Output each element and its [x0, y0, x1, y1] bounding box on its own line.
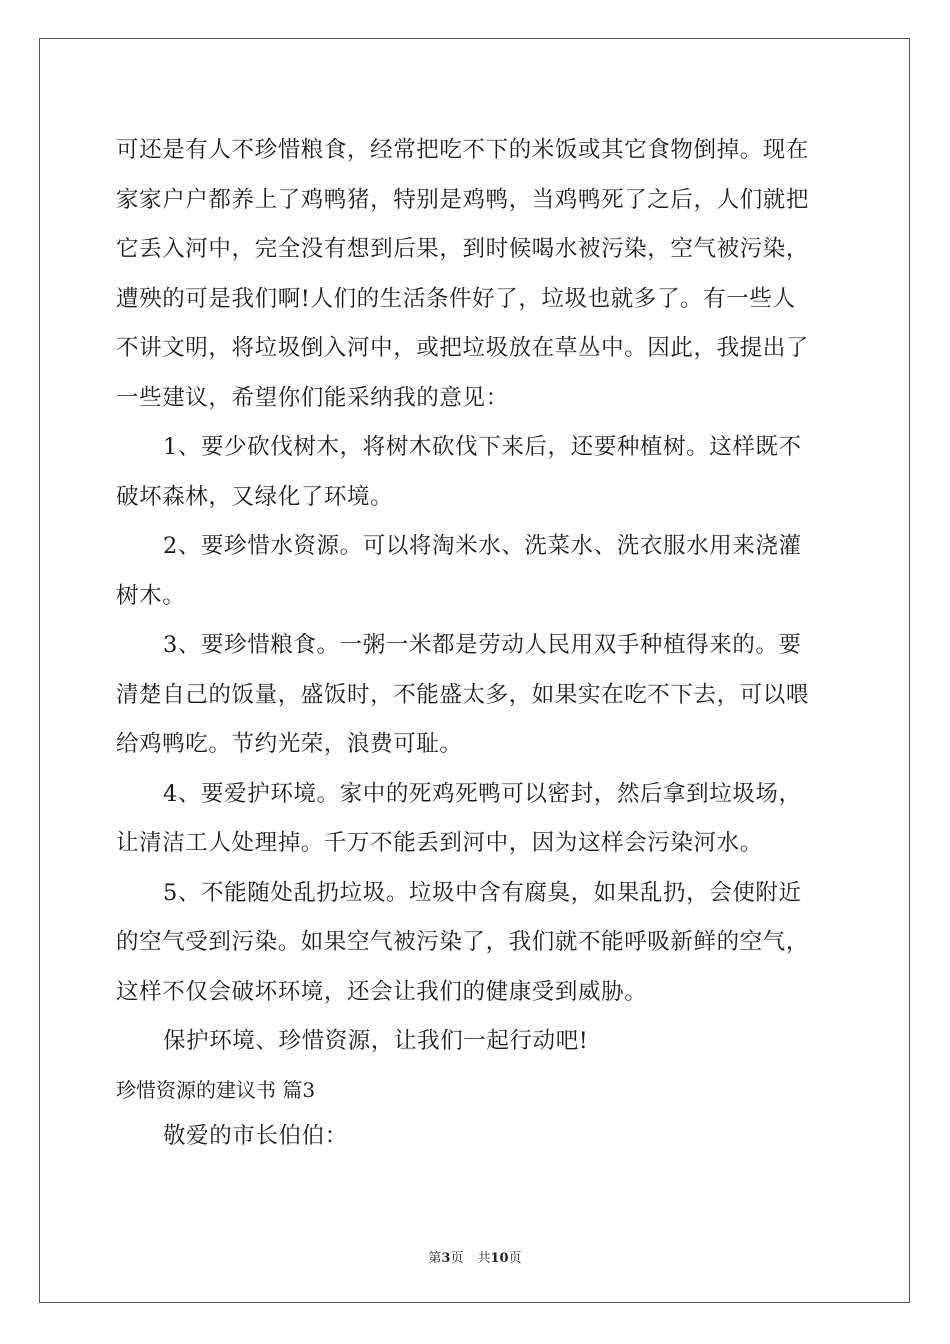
suggestion-3-line: 给鸡鸭吃。节约光荣，浪费可耻。	[116, 731, 463, 757]
page-footer	[0, 1247, 950, 1266]
section-heading: 珍惜资源的建议书 篇3	[116, 1077, 316, 1102]
body-line: 不讲文明，将垃圾倒入河中，或把垃圾放在草丛中。因此，我提出了	[116, 335, 810, 361]
suggestion-3-line: 3、要珍惜粮食。一粥一米都是劳动人民用双手种植得来的。要	[163, 632, 802, 658]
page-suffix: 页	[450, 1251, 464, 1266]
body-line: 它丢入河中，完全没有想到后果，到时候喝水被污染，空气被污染，	[116, 236, 810, 262]
suggestion-1-line: 破坏森林，又绿化了环境。	[116, 483, 394, 510]
body-line: 一些建议，希望你们能采纳我的意见：	[116, 384, 509, 411]
body-line: 可还是有人不珍惜粮食，经常把吃不下的米饭或其它食物倒掉。现在	[116, 137, 810, 163]
suggestion-5-line: 这样不仅会破坏环境，还会让我们的健康受到威胁。	[116, 978, 648, 1005]
body-line: 家家户户都养上了鸡鸭猪，特别是鸡鸭，当鸡鸭死了之后，人们就把	[116, 186, 810, 213]
page-prefix: 第	[428, 1251, 442, 1266]
suggestion-4-line: 让清洁工人处理掉。千万不能丢到河中，因为这样会污染河水。	[116, 830, 763, 856]
suggestion-3-line: 清楚自己的饭量，盛饭时，不能盛太多，如果实在吃不下去，可以喂	[116, 681, 810, 708]
suggestion-1-line: 1、要少砍伐树木，将树木砍伐下来后，还要种植树。这样既不	[163, 434, 802, 460]
suggestion-2-line: 2、要珍惜水资源。可以将淘米水、洗菜水、洗衣服水用来浇灌	[163, 533, 802, 559]
suggestion-5-line: 的空气受到污染。如果空气被污染了，我们就不能呼吸新鲜的空气，	[116, 929, 810, 955]
suggestion-2-line: 树木。	[116, 582, 186, 609]
total-prefix: 共	[477, 1251, 491, 1266]
suggestion-5-line: 5、不能随处乱扔垃圾。垃圾中含有腐臭，如果乱扔，会使附近	[163, 879, 802, 906]
page-number-total: 10	[490, 1251, 509, 1266]
total-suffix: 页	[508, 1251, 522, 1266]
greeting-line: 敬爱的市长伯伯：	[163, 1122, 348, 1149]
body-line: 遭殃的可是我们啊!人们的生活条件好了，垃圾也就多了。有一些人	[116, 285, 796, 312]
suggestion-4-line: 4、要爱护环境。家中的死鸡死鸭可以密封，然后拿到垃圾场，	[163, 780, 802, 807]
document-body	[116, 126, 836, 1161]
page-number-current: 3	[441, 1251, 451, 1266]
closing-line: 保护环境、珍惜资源，让我们一起行动吧!	[163, 1028, 589, 1054]
